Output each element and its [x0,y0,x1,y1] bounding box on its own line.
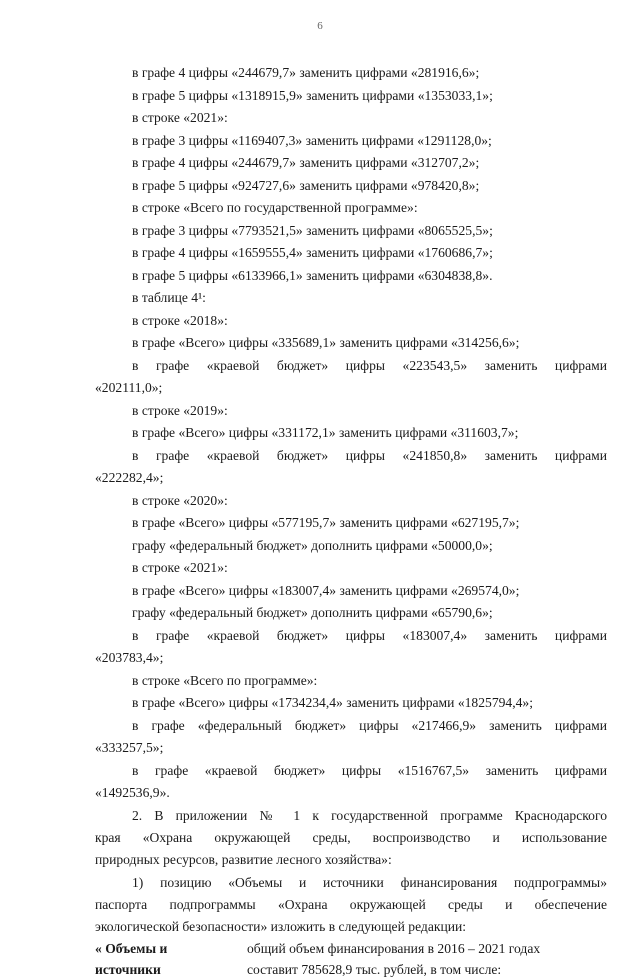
text-line: в строке «Всего по программе»: [132,673,318,688]
table-text: составит 785628,9 тыс. рублей, в том числе: [247,962,502,977]
text-line: края «Охрана окружающей среды, воспроизводство и использование [95,830,607,845]
text-line: в строке «2021»: [132,560,228,575]
text-line: в графе «федеральный бюджет» цифры «217466,9» заменить цифрами [132,718,607,733]
text-line: экологической безопасности» изложить в следующей редакции: [95,919,467,934]
text-line: в графе 3 цифры «7793521,5» заменить цифрами «8065525,5»; [132,223,493,238]
text-line: в графе «Всего» цифры «577195,7» заменить цифрами «627195,7»; [132,515,520,530]
table-label: « Объемы и [95,941,168,956]
text-line: в строке «2020»: [132,493,228,508]
text-line: в графе 5 цифры «1318915,9» заменить цифрами «1353033,1»; [132,88,493,103]
text-line: в таблице 4¹: [132,290,206,305]
text-line: 2. В приложении № 1 к государственной программе Краснодарского [132,808,607,823]
text-line: в графе «краевой бюджет» цифры «183007,4» заменить цифрами [132,628,607,643]
text-line: «203783,4»; [95,650,164,665]
text-line: «202111,0»; [95,380,163,395]
page-number: 6 [317,20,323,32]
text-line: в графе 3 цифры «1169407,3» заменить цифрами «1291128,0»; [132,133,492,148]
text-line: в графе «краевой бюджет» цифры «1516767,5» заменить цифрами [132,763,607,778]
text-line: «333257,5»; [95,740,164,755]
table-label: источники [95,962,161,977]
text-line: паспорта подпрограммы «Охрана окружающей среды и обеспечение [95,897,607,912]
text-line: в строке «Всего по государственной программе»: [132,200,418,215]
text-line: в графе 5 цифры «6133966,1» заменить цифрами «6304838,8». [132,268,493,283]
text-line: в графе 5 цифры «924727,6» заменить цифрами «978420,8»; [132,178,480,193]
text-line: графу «федеральный бюджет» дополнить цифрами «65790,6»; [132,605,493,620]
text-line: «1492536,9». [95,785,170,800]
table-text: общий объем финансирования в 2016 – 2021 годах [247,941,541,956]
text-line: в строке «2021»: [132,110,228,125]
text-line: в графе 4 цифры «244679,7» заменить цифрами «312707,2»; [132,155,480,170]
text-line: графу «федеральный бюджет» дополнить цифрами «50000,0»; [132,538,493,553]
text-line: «222282,4»; [95,470,164,485]
text-line: в графе «Всего» цифры «1734234,4» заменить цифрами «1825794,4»; [132,695,533,710]
text-line: в строке «2018»: [132,313,228,328]
text-line: в графе «краевой бюджет» цифры «241850,8» заменить цифрами [132,448,607,463]
text-line: 1) позицию «Объемы и источники финансирования подпрограммы» [132,875,607,890]
text-line: в графе «Всего» цифры «183007,4» заменить цифрами «269574,0»; [132,583,520,598]
text-line: природных ресурсов, развитие лесного хозяйства»: [95,852,392,867]
text-line: в графе «Всего» цифры «331172,1» заменить цифрами «311603,7»; [132,425,519,440]
text-line: в строке «2019»: [132,403,228,418]
text-line: в графе 4 цифры «1659555,4» заменить цифрами «1760686,7»; [132,245,493,260]
text-line: в графе 4 цифры «244679,7» заменить цифрами «281916,6»; [132,65,480,80]
text-line: в графе «Всего» цифры «335689,1» заменить цифрами «314256,6»; [132,335,520,350]
text-line: в графе «краевой бюджет» цифры «223543,5» заменить цифрами [132,358,607,373]
